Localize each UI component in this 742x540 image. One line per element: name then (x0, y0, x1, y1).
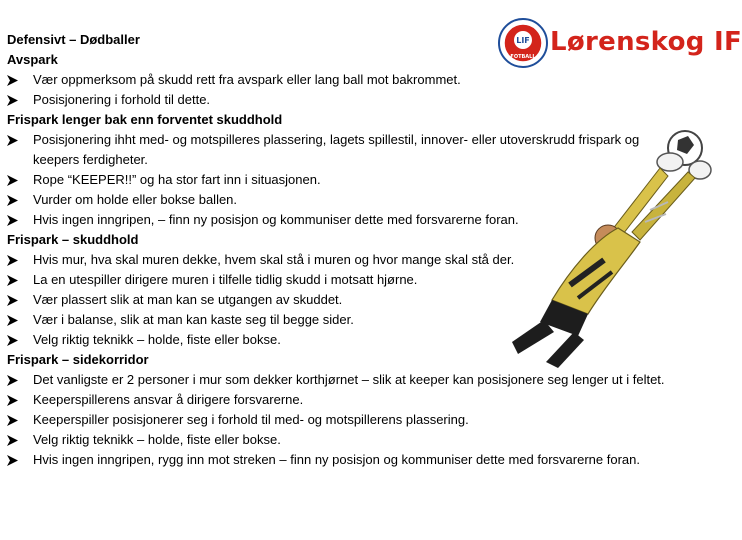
list-item (7, 330, 673, 350)
bullet-text: Keeperspillerens ansvar å dirigere forsvarerne. (33, 392, 304, 407)
arrowhead-bullet-icon (7, 330, 23, 346)
bullet-text: Hvis mur, hva skal muren dekke, hvem skal stå i muren og hvor mange skal stå der. (33, 252, 515, 267)
bullet-text: Rope “KEEPER!!” og ha stor fart inn i situasjonen. (33, 172, 321, 187)
arrowhead-bullet-icon (7, 130, 23, 146)
arrowhead-bullet-icon (7, 270, 23, 286)
list-item (7, 170, 673, 190)
bullet-text: Posisjonering ihht med- og motspilleres plassering, lagets spillestil, innover- eller utoverskrudd frispark og keepers ferdigheter. (33, 132, 640, 167)
arrowhead-bullet-icon (7, 290, 23, 306)
arrowhead-bullet-icon (7, 90, 23, 106)
bullet-text: Vurder om holde eller bokse ballen. (33, 192, 238, 207)
list-item (7, 370, 673, 390)
list-item (7, 390, 673, 410)
arrowhead-bullet-icon (7, 310, 23, 326)
bullet-text: Vær oppmerksom på skudd rett fra avspark eller lang ball mot bakrommet. (33, 72, 461, 87)
list-item (7, 410, 673, 430)
section-heading: Frispark – sidekorridor (7, 352, 149, 367)
crest-caption: FOTBALL (510, 54, 536, 60)
bullet-text: Posisjonering i forhold til dette. (33, 92, 211, 107)
list-item (7, 310, 673, 330)
section-heading: Frispark lenger bak enn forventet skuddhold (7, 112, 283, 127)
list-item (7, 430, 673, 450)
list-item (7, 130, 673, 170)
list-item (7, 450, 673, 470)
crest-text: LIF (516, 36, 530, 45)
bullet-text: Hvis ingen inngripen, – finn ny posisjon og kommuniser dette med forsvarerne foran. (33, 212, 519, 227)
bullet-text: Det vanligste er 2 personer i mur som dekker korthjørnet – slik at keeper kan posisjonere seg lenger ut i feltet. (33, 372, 665, 387)
arrowhead-bullet-icon (7, 210, 23, 226)
arrowhead-bullet-icon (7, 190, 23, 206)
list-item (7, 270, 673, 290)
bullet-text: La en utespiller dirigere muren i tilfelle tidlig skudd i motsatt hjørne. (33, 272, 418, 287)
bullet-text: Vær plassert slik at man kan se utgangen av skuddet. (33, 292, 343, 307)
bullet-text: Velg riktig teknikk – holde, fiste eller bokse. (33, 432, 281, 447)
list-item (7, 70, 563, 90)
arrowhead-bullet-icon (7, 410, 23, 426)
list-item (7, 210, 673, 230)
arrowhead-bullet-icon (7, 250, 23, 266)
arrowhead-bullet-icon (7, 430, 23, 446)
bullet-text: Velg riktig teknikk – holde, fiste eller bokse. (33, 332, 281, 347)
club-name: Lørenskog IF (550, 27, 742, 57)
arrowhead-bullet-icon (7, 170, 23, 186)
list-item (7, 250, 673, 270)
slide-content (7, 30, 667, 470)
bullet-text: Vær i balanse, slik at man kan kaste seg til begge sider. (33, 312, 354, 327)
section-heading: Frispark – skuddhold (7, 232, 139, 247)
arrowhead-bullet-icon (7, 370, 23, 386)
arrowhead-bullet-icon (7, 390, 23, 406)
arrowhead-bullet-icon (7, 70, 23, 86)
list-item (7, 90, 563, 110)
bullet-text: Hvis ingen inngripen, rygg inn mot streken – finn ny posisjon og kommuniser dette med forsvarerne foran. (33, 452, 640, 467)
list-item (7, 190, 673, 210)
section-heading: Avspark (7, 52, 58, 67)
bullet-text: Keeperspiller posisjonerer seg i forhold til med- og motspillerens plassering. (33, 412, 469, 427)
arrowhead-bullet-icon (7, 450, 23, 466)
section-heading: Defensivt – Dødballer (7, 32, 140, 47)
list-item (7, 290, 673, 310)
